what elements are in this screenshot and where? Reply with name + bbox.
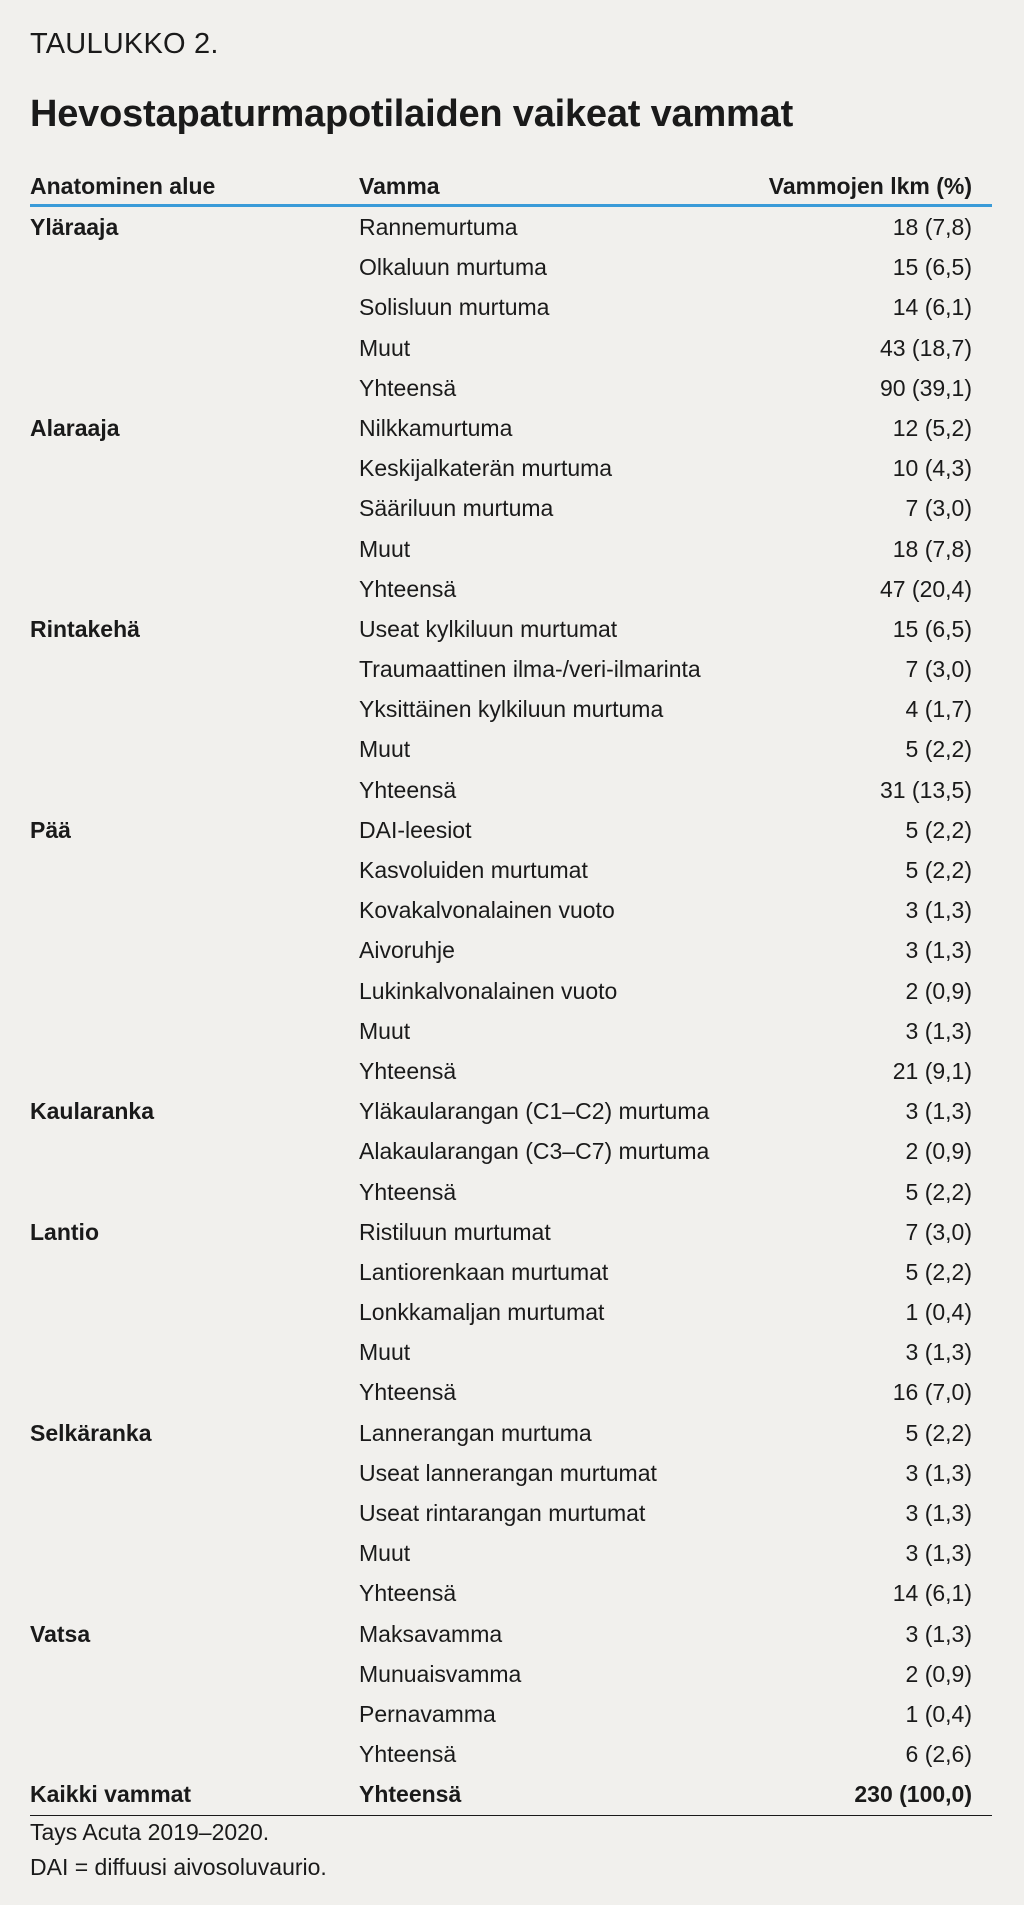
row-injury: Muut <box>359 1339 411 1366</box>
row-injury: Yläkaularangan (C1–C2) murtuma <box>359 1098 710 1125</box>
table-row <box>30 1614 992 1654</box>
row-count: 3 (1,3) <box>905 1017 972 1044</box>
row-injury: Muut <box>359 334 411 361</box>
total-injury: Yhteensä <box>359 1781 462 1808</box>
row-count: 7 (3,0) <box>905 1218 972 1245</box>
row-injury: Yhteensä <box>359 1178 457 1205</box>
abbreviation-note: DAI = diffuusi aivosoluvaurio. <box>30 1854 327 1880</box>
row-injury: Lantiorenkaan murtumat <box>359 1258 609 1285</box>
row-area: Pää <box>30 816 71 843</box>
table-row <box>30 247 992 287</box>
table-row <box>30 971 992 1011</box>
table-row <box>30 810 992 850</box>
row-count: 15 (6,5) <box>892 615 972 642</box>
row-count: 4 (1,7) <box>905 696 972 723</box>
row-injury: Yksittäinen kylkiluun murtuma <box>359 696 664 723</box>
table-header <box>30 170 992 207</box>
row-count: 2 (0,9) <box>905 1138 972 1165</box>
table-row <box>30 1413 992 1453</box>
row-count: 15 (6,5) <box>892 254 972 281</box>
row-injury: Munuaisvamma <box>359 1660 522 1687</box>
row-injury: Aivoruhje <box>359 937 455 964</box>
row-injury: Lannerangan murtuma <box>359 1419 592 1446</box>
row-injury: Yhteensä <box>359 1580 457 1607</box>
table-row <box>30 1654 992 1694</box>
row-area: Yläraaja <box>30 214 119 240</box>
row-area: Selkäranka <box>30 1419 152 1446</box>
row-injury: Lukinkalvonalainen vuoto <box>359 977 618 1004</box>
row-count: 2 (0,9) <box>905 1660 972 1687</box>
row-count: 2 (0,9) <box>905 977 972 1004</box>
row-count: 3 (1,3) <box>905 1620 972 1647</box>
row-area: Rintakehä <box>30 615 140 642</box>
header-anatomical-area: Anatominen alue <box>30 173 216 199</box>
table-row <box>30 1453 992 1493</box>
row-count: 5 (2,2) <box>905 1419 972 1446</box>
row-count: 16 (7,0) <box>892 1379 972 1406</box>
source-note: Tays Acuta 2019–2020. <box>30 1819 270 1845</box>
header-injury: Vamma <box>359 173 440 199</box>
row-count: 3 (1,3) <box>905 1500 972 1526</box>
table-row <box>30 207 992 247</box>
row-count: 5 (2,2) <box>905 857 972 883</box>
table-row <box>30 488 992 528</box>
table-row <box>30 448 992 488</box>
row-area: Alaraaja <box>30 414 120 441</box>
row-injury: Yhteensä <box>359 1741 457 1768</box>
row-count: 47 (20,4) <box>879 575 972 602</box>
row-injury: Maksavamma <box>359 1620 503 1647</box>
row-count: 12 (5,2) <box>892 414 972 441</box>
row-injury: Yhteensä <box>359 575 457 602</box>
row-area: Kaularanka <box>30 1098 155 1125</box>
total-area: Kaikki vammat <box>30 1781 192 1808</box>
table-row <box>30 1694 992 1734</box>
row-injury: Keskijalkaterän murtuma <box>359 455 613 482</box>
row-injury: Muut <box>359 535 411 562</box>
header-count: Vammojen lkm (%) <box>768 173 972 199</box>
table-row <box>30 287 992 327</box>
total-count: 230 (100,0) <box>854 1781 972 1808</box>
table-row <box>30 1332 992 1372</box>
row-injury: Yhteensä <box>359 776 457 803</box>
table-row <box>30 890 992 930</box>
row-count: 90 (39,1) <box>879 374 972 401</box>
row-injury: Pernavamma <box>359 1700 496 1727</box>
table-row <box>30 1011 992 1051</box>
row-injury: Yhteensä <box>359 1057 457 1084</box>
table-row <box>30 1734 992 1774</box>
row-injury: Kovakalvonalainen vuoto <box>359 897 615 924</box>
table-row <box>30 408 992 448</box>
total-row <box>30 1774 992 1815</box>
table-row <box>30 729 992 769</box>
injury-table <box>30 170 992 1816</box>
table-row <box>30 1372 992 1412</box>
row-count: 3 (1,3) <box>905 1459 972 1486</box>
row-count: 1 (0,4) <box>905 1700 972 1727</box>
row-injury: Yhteensä <box>359 1379 457 1406</box>
table-row <box>30 649 992 689</box>
row-count: 43 (18,7) <box>879 334 972 361</box>
row-area: Vatsa <box>30 1620 91 1647</box>
row-injury: Lonkkamaljan murtumat <box>359 1299 605 1326</box>
row-injury: DAI-leesiot <box>359 816 472 843</box>
row-injury: Muut <box>359 1540 411 1567</box>
row-count: 7 (3,0) <box>905 495 972 522</box>
table-row <box>30 529 992 569</box>
table-row <box>30 1533 992 1573</box>
row-count: 5 (2,2) <box>905 1258 972 1285</box>
table-row <box>30 569 992 609</box>
table-row <box>30 930 992 970</box>
row-count: 14 (6,1) <box>892 294 972 321</box>
table-row <box>30 609 992 649</box>
row-injury: Ristiluun murtumat <box>359 1218 551 1245</box>
row-count: 14 (6,1) <box>892 1580 972 1607</box>
row-count: 18 (7,8) <box>892 535 972 562</box>
row-injury: Useat rintarangan murtumat <box>359 1500 646 1526</box>
table-row <box>30 1051 992 1091</box>
row-count: 10 (4,3) <box>892 455 972 482</box>
table-body <box>30 207 992 1774</box>
row-count: 5 (2,2) <box>905 816 972 843</box>
table-row <box>30 850 992 890</box>
row-count: 6 (2,6) <box>905 1741 972 1768</box>
row-injury: Useat lannerangan murtumat <box>359 1459 657 1486</box>
row-injury: Nilkkamurtuma <box>359 414 513 441</box>
row-count: 3 (1,3) <box>905 1339 972 1366</box>
row-count: 3 (1,3) <box>905 1540 972 1567</box>
table-row <box>30 368 992 408</box>
table-row <box>30 1212 992 1252</box>
table-row <box>30 1573 992 1613</box>
table-row <box>30 1172 992 1212</box>
row-count: 31 (13,5) <box>879 776 972 803</box>
row-count: 5 (2,2) <box>905 1178 972 1205</box>
table-label: TAULUKKO 2. <box>30 28 219 60</box>
row-count: 1 (0,4) <box>905 1299 972 1326</box>
row-count: 5 (2,2) <box>905 736 972 763</box>
row-count: 18 (7,8) <box>892 214 972 240</box>
row-injury: Alakaularangan (C3–C7) murtuma <box>359 1138 710 1165</box>
row-injury: Rannemurtuma <box>359 214 518 240</box>
row-count: 21 (9,1) <box>892 1057 972 1084</box>
row-injury: Kasvoluiden murtumat <box>359 857 588 883</box>
row-injury: Useat kylkiluun murtumat <box>359 615 618 642</box>
table-row <box>30 328 992 368</box>
row-count: 7 (3,0) <box>905 656 972 683</box>
row-injury: Muut <box>359 736 411 763</box>
row-injury: Muut <box>359 1017 411 1044</box>
table-notes <box>30 1815 327 1885</box>
row-injury: Yhteensä <box>359 374 457 401</box>
table-title: Hevostapaturmapotilaiden vaikeat vammat <box>30 93 794 135</box>
row-count: 3 (1,3) <box>905 937 972 964</box>
table-row <box>30 1252 992 1292</box>
table-row <box>30 1131 992 1171</box>
table-row <box>30 689 992 729</box>
table-row <box>30 1292 992 1332</box>
row-injury: Sääriluun murtuma <box>359 495 554 522</box>
row-injury: Solisluun murtuma <box>359 294 550 321</box>
row-count: 3 (1,3) <box>905 1098 972 1125</box>
table-row <box>30 1493 992 1533</box>
table-row <box>30 1091 992 1131</box>
table-row <box>30 770 992 810</box>
row-injury: Olkaluun murtuma <box>359 254 547 281</box>
row-area: Lantio <box>30 1218 99 1245</box>
row-injury: Traumaattinen ilma-/veri-ilmarinta <box>359 656 701 683</box>
row-count: 3 (1,3) <box>905 897 972 924</box>
